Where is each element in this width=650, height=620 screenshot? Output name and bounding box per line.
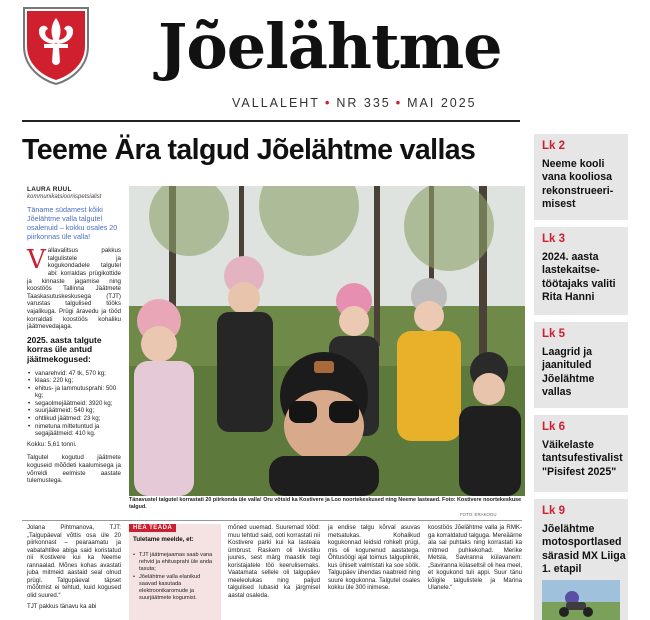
- article-intro: [27, 247, 121, 331]
- waste-stats-list: [27, 370, 121, 438]
- info-box: [129, 524, 221, 620]
- paragraph: mõned uuemad. Suuremad tööd: muu tehtud said, ooti korrastati nii Kostivere parki kui ka lasteaia ümbrust. Raskem oli kivistiku juures, sest märg maastik tegi koristajatele töö keerulisemaks. Vaatamata sellele oli talgupäev meeleolukas ning paljud talgulised lubasid ka järgmisel aastal osaleda.: [228, 524, 320, 599]
- municipality-crest: [22, 6, 90, 86]
- page-reference: Lk 9: [542, 505, 566, 517]
- list-item: • suurjäätmeid: 540 kg;: [27, 407, 121, 415]
- paragraph: ja endise talgu kõrval asuvas metsatukas. Kohalikud kogukonnad leidsid rohkelt prügi, mis oli kogunenud aastatega. Õhtusöögi ajal toimus talgupiknik, kus ühiselt valmistati ka soe söök. Talgupäev ühendas naabreid ning suure kogukonna. Talgutel osales kokku üle 300 inimese.: [328, 524, 420, 591]
- section-divider: [22, 520, 522, 521]
- masthead: [158, 4, 538, 90]
- photo-credit: FOTO: ERAKOGU: [460, 512, 497, 517]
- sidebar-item-lk5[interactable]: [534, 322, 628, 408]
- info-box-tag: HEA TEADA: [129, 524, 176, 532]
- paragraph: koostöös Jõelähtme valla ja RMK-ga korraldatud talguga. Mereäärne ala sai puhtaks ning korrastati ka mitmed puhkekohad. Merike Metsla, Savirannа külavanem: „Saviranna külaseltsil oli hea meel, et kogukond tuli appi. Suur tänu kõigile talgulistele ja Marina Ulanele.“: [428, 524, 522, 591]
- list-item: • vanarehvid: 47 tk, 570 kg;: [27, 370, 121, 378]
- motocross-thumbnail: [542, 580, 620, 620]
- bottom-column-3: [228, 524, 320, 603]
- bottom-column-4: [328, 524, 420, 596]
- sidebar-item-lk2[interactable]: [534, 134, 628, 220]
- bottom-column-1: [27, 524, 121, 615]
- masthead-rule: [22, 120, 520, 122]
- list-item: • nimetuna mittetuntud ja segajäätmeid: 410 kg.: [27, 423, 121, 438]
- info-box-list: [133, 552, 219, 604]
- masthead-subline: [232, 96, 492, 110]
- list-item: • klaas: 220 kg;: [27, 377, 121, 385]
- list-item: • TJT jäätmejaamas saab vana rehvid ja ehitusprahi üle anda tasuta;: [133, 552, 219, 572]
- separator-dot-icon: •: [324, 96, 332, 110]
- stats-total: Kokku: 5,61 tonni.: [27, 440, 77, 448]
- newspaper-title: Jõelähtme: [158, 10, 502, 83]
- issue-date: MAI 2025: [407, 96, 477, 110]
- list-item: • ohtlikud jäätmed: 23 kg;: [27, 415, 121, 423]
- page-reference: Lk 6: [542, 421, 566, 433]
- photo-caption: Tänavustel talgutel korrastati 20 piirkonda üle valla! Oru võtsid ka Kostivere ja Loo noortekeskused ning Neeme lasteaed. Foto: Kostivere noortekeskuse talgud.: [129, 497, 522, 510]
- info-box-title: Tuletame meelde, et:: [133, 536, 194, 543]
- sidebar-item-label: Väikelaste tantsufestivalist "Pisifest 2025": [542, 439, 623, 478]
- sidebar-item-lk6[interactable]: [534, 415, 628, 492]
- stats-heading: 2025. aasta talgute korras üle antud jäätmekogused:: [27, 334, 102, 364]
- sidebar-item-label: Neeme kooli vana kooliosa rekonstrueeri-misest: [542, 158, 614, 211]
- page-reference: Lk 3: [542, 233, 566, 245]
- bottom-column-5: [428, 524, 522, 596]
- issue-number: NR 335: [336, 96, 391, 110]
- article-intro-text: allavalitsus pakkus talgulistele ja kogukondadele talgutel abi: korraldas prügikottide ja kinnaste jagamise ning koostöös Tallinna Jäätmete Taaskasutuskeskusega (TJT) varustas talgulised tööks vajalikuga. Prügi äravedu ja tööd korraldati koostöös kohaliku jäätmevedajaga.: [27, 247, 121, 331]
- article-lead: Täname südamest kõiki Jõelähtme valla talgutel osalenuid – kokku osales 20 piirkonnas üle valla!: [27, 205, 118, 242]
- separator-dot-icon: •: [395, 96, 403, 110]
- sidebar-item-label: Jõelähtme motosportlased särasid MX Liiga 1. etapil: [542, 523, 626, 576]
- sidebar-item-label: 2024. aasta lastekaitse-töötajaks valiti Rita Hanni: [542, 251, 616, 304]
- sidebar-item-lk3[interactable]: [534, 227, 628, 315]
- list-item: • ehitus- ja lammutusprahi: 500 kg;: [27, 385, 121, 400]
- list-item: • Jõelähtme valla elanikud saavad kasutada elektroonikaromude ja suurjäätmete kogumist.: [133, 574, 219, 601]
- article-author: LAURA RUUL: [27, 186, 72, 193]
- article-headline: Teeme Ära talgud Jõelähtme vallas: [22, 134, 476, 166]
- page-reference: Lk 5: [542, 328, 566, 340]
- sidebar-item-label: Laagrid ja jaanitulеd Jõelähtme vallas: [542, 346, 595, 399]
- drop-cap: V: [27, 245, 46, 276]
- article-note: Talgutel kogutud jäätmete koguseid mõõdeti kaalumisega ja võrreldi eelmiste aastate tulemustega.: [27, 454, 121, 485]
- paragraph: TJT pakkus tänavu ka abi: [27, 603, 97, 610]
- masthead-label: VALLALEHT: [232, 96, 320, 110]
- article-left-column: [27, 186, 121, 491]
- paragraph: Jolana Pihtmanova, TJT: „Talgupäeval võttis osa üle 20 piirkonnast – pearaamatu ja vabatahtlike abiga said koristatud nii Kostivere kui ka Neeme rannaalad. Mõnes kohas avastati juba mitmeid aastaid seal olnud prügi. Talgupäeval täpset mõõtmist ei tehtud, kuid kogused olid suured.“: [27, 524, 121, 599]
- author-role: kommunikatsioonispetsialist: [27, 193, 102, 200]
- list-item: • segaolmejäätmeid: 3920 kg;: [27, 400, 121, 408]
- article-photo: [129, 186, 525, 496]
- page-reference: Lk 2: [542, 140, 566, 152]
